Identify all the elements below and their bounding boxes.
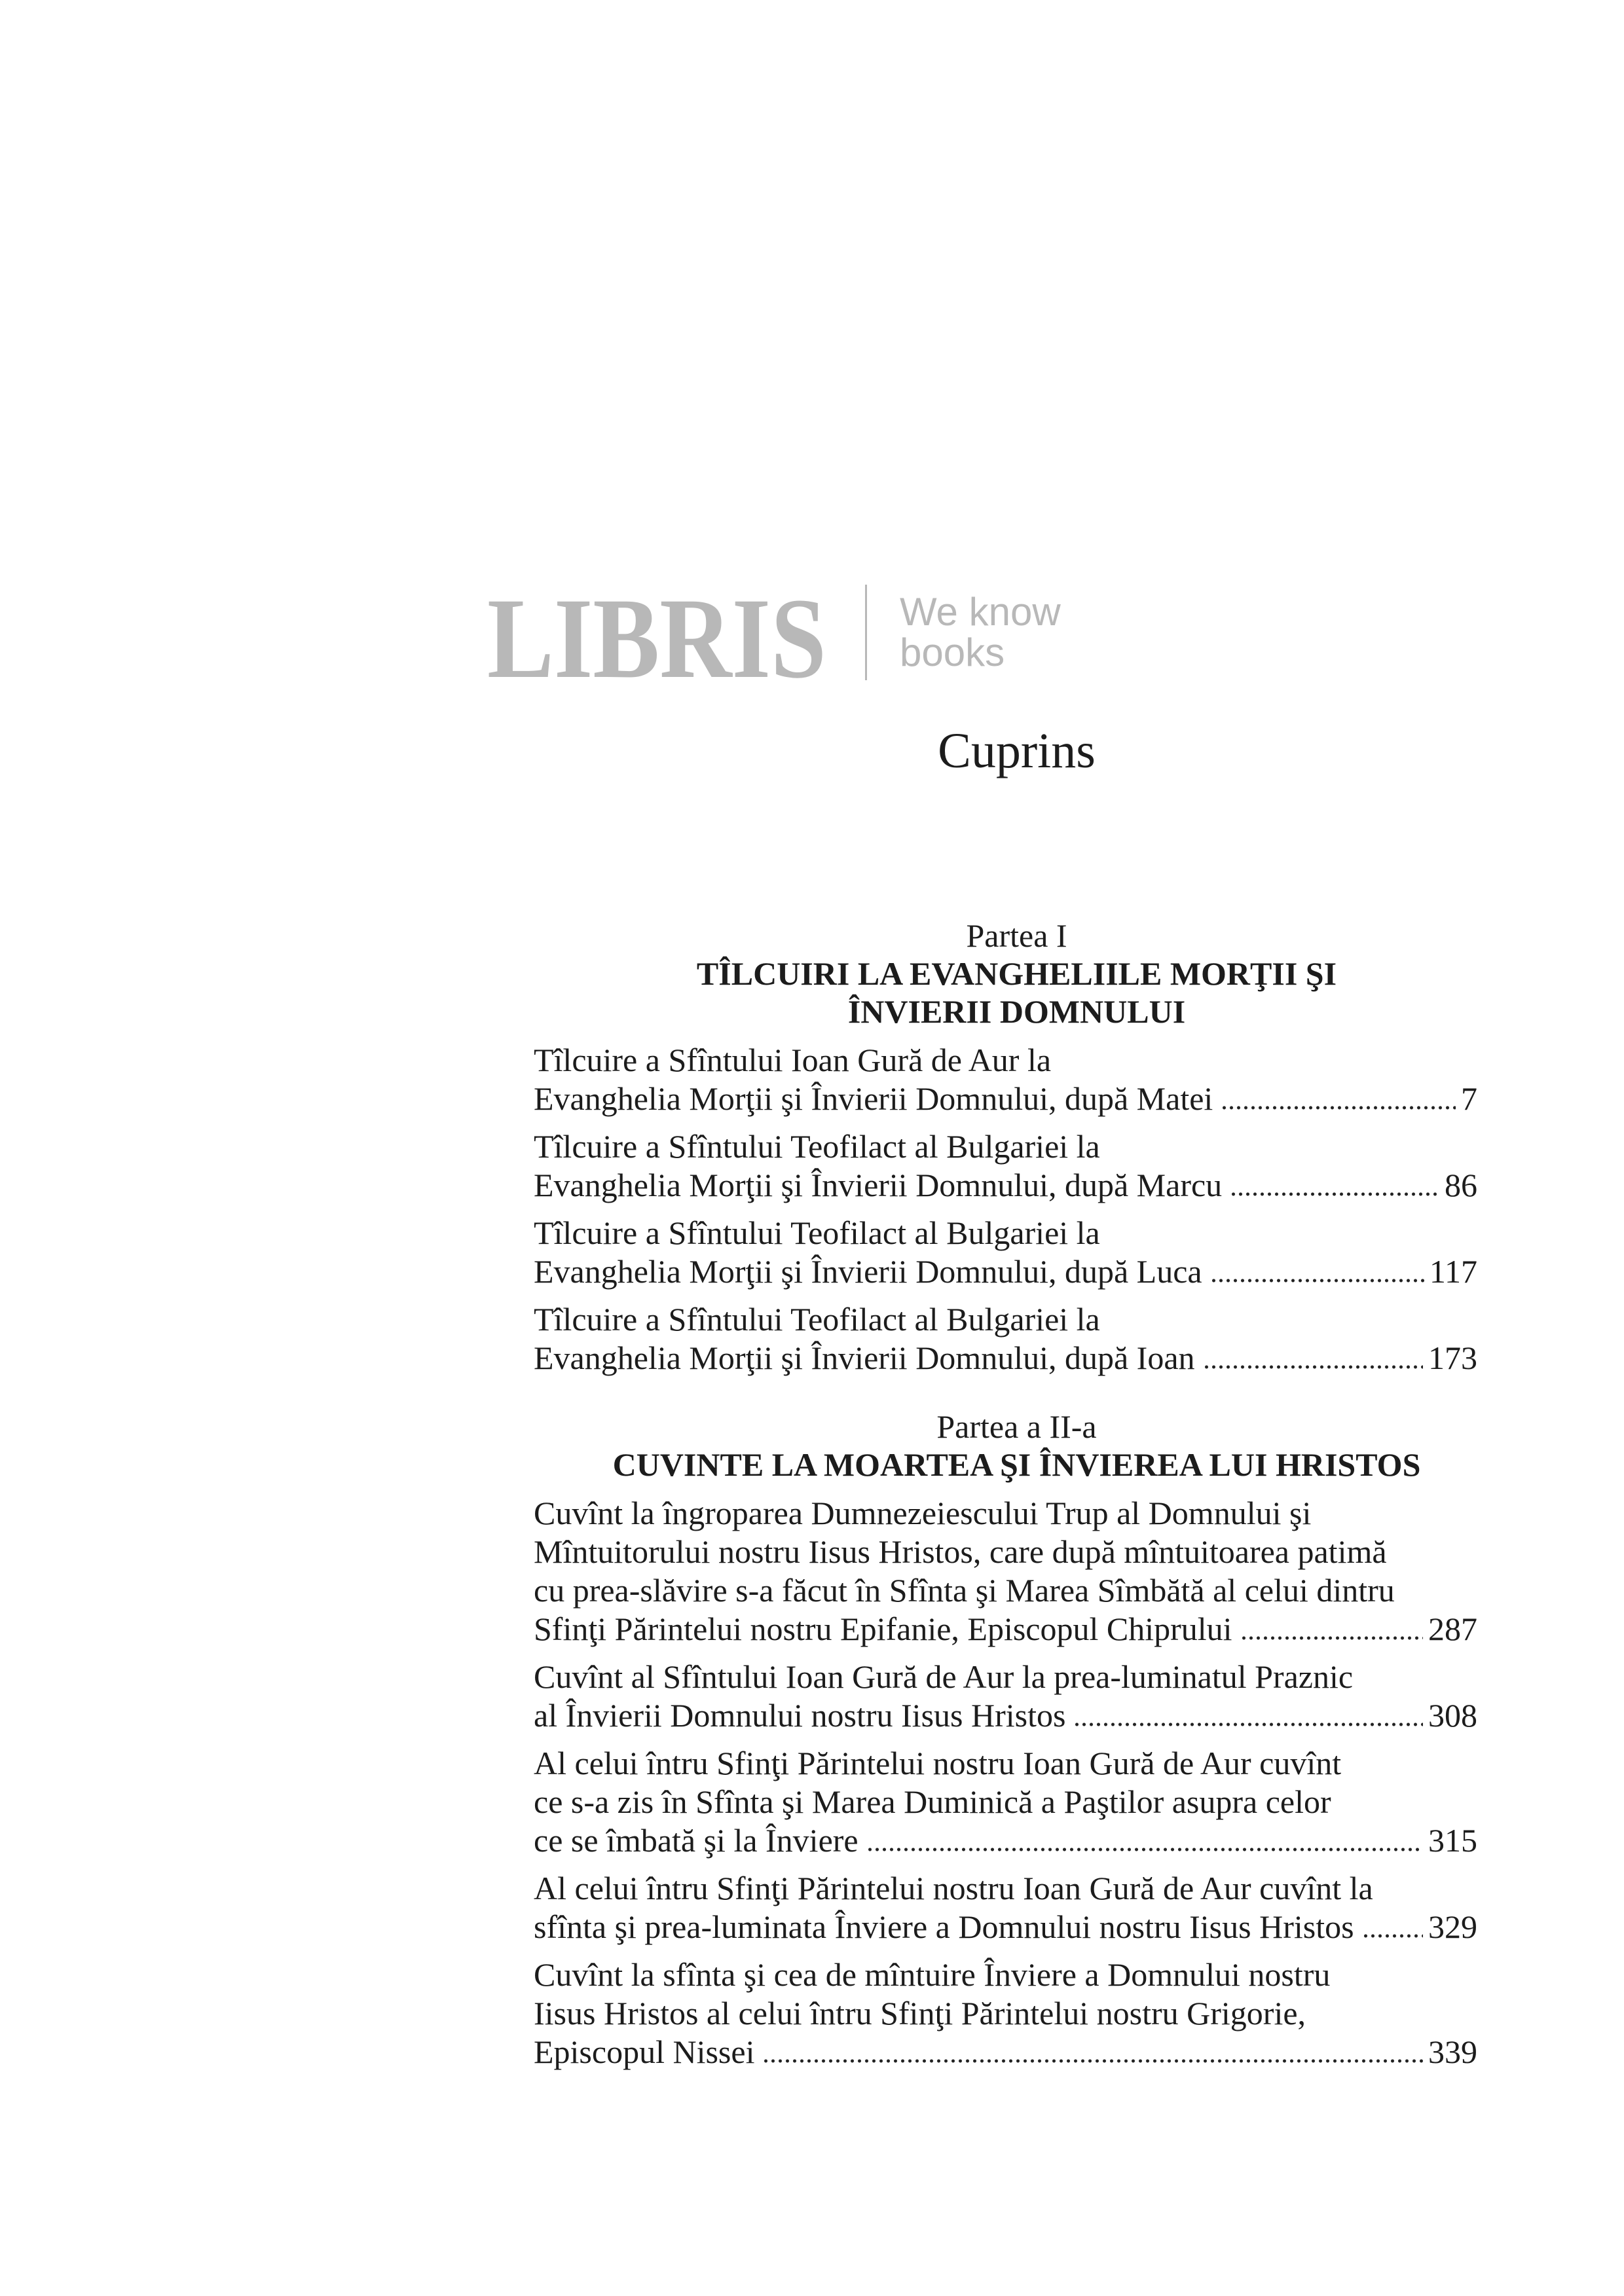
toc-entry [534, 1041, 1477, 1118]
entry-last-line [534, 1610, 1477, 1649]
entry-text-line: Evanghelia Morţii şi Învierii Domnului, după Ioan [534, 1339, 1195, 1376]
dot-leader [762, 2033, 1423, 2071]
entry-text-line: Episcopul Nissei [534, 2033, 755, 2070]
entry-last-line [534, 2033, 1477, 2071]
part-heading [534, 917, 1500, 1030]
entry-text-line: Tîlcuire a Sfîntului Teofilact al Bulgariei la [534, 1128, 1100, 1165]
entry-text-line: Tîlcuire a Sfîntului Teofilact al Bulgariei la [534, 1214, 1100, 1251]
page-number: 7 [1461, 1080, 1477, 1117]
part-title-line: TÎLCUIRI LA EVANGHELIILE MORŢII ŞI [696, 955, 1337, 992]
dot-leader [1230, 1166, 1439, 1205]
entry-text-line: Tîlcuire a Sfîntului Ioan Gură de Aur la [534, 1042, 1052, 1078]
toc-entry [534, 1869, 1477, 1946]
toc-part-1 [534, 917, 1500, 1377]
toc-entry [534, 1956, 1477, 2071]
part-label: Partea a II-a [936, 1408, 1097, 1445]
logo-wordmark: LIBRIS [487, 575, 826, 702]
dot-leader [1362, 1908, 1423, 1946]
entry-text-line: Evanghelia Morţii şi Învierii Domnului, după Marcu [534, 1167, 1223, 1203]
entry-text-line: ce s-a zis în Sfînta şi Marea Duminică a Paştilor asupra celor [534, 1783, 1331, 1820]
tagline-line: We know [900, 590, 1061, 634]
dot-leader [1073, 1696, 1423, 1735]
entry-text-line: Cuvînt al Sfîntului Ioan Gură de Aur la prea-luminatul Praznic [534, 1658, 1354, 1695]
entry-last-line [534, 1339, 1477, 1377]
page-number: 339 [1428, 2033, 1477, 2070]
part-title-line: CUVINTE LA MOARTEA ŞI ÎNVIEREA LUI HRISTOS [612, 1446, 1421, 1483]
toc-entry [534, 1127, 1477, 1205]
dot-leader [1221, 1080, 1456, 1118]
toc-entry [534, 1658, 1477, 1735]
entry-text-line: Al celui întru Sfinţi Părintelui nostru Ioan Gură de Aur cuvînt [534, 1745, 1342, 1781]
entry-text-line: ce se îmbată şi la Înviere [534, 1822, 858, 1859]
toc-entry [534, 1300, 1477, 1377]
page-number: 308 [1428, 1697, 1477, 1734]
page-number: 329 [1428, 1908, 1477, 1945]
entry-last-line [534, 1821, 1477, 1860]
entry-text-line: Tîlcuire a Sfîntului Teofilact al Bulgariei la [534, 1301, 1100, 1338]
part-label: Partea I [966, 917, 1067, 954]
entry-text-line: Iisus Hristos al celui întru Sfinţi Părintelui nostru Grigorie, [534, 1995, 1306, 2032]
dot-leader [866, 1821, 1423, 1860]
libris-logo [487, 575, 834, 702]
part-title-line: ÎNVIERII DOMNULUI [847, 993, 1186, 1030]
entry-text-line: Cuvînt la îngroparea Dumnezeiescului Trup al Domnului şi [534, 1495, 1312, 1531]
entry-last-line [534, 1166, 1477, 1205]
entry-text-line: Sfinţi Părintelui nostru Epifanie, Episcopul Chiprului [534, 1611, 1232, 1647]
page-number: 117 [1429, 1253, 1477, 1290]
entry-text-line: Cuvînt la sfînta şi cea de mîntuire Înviere a Domnului nostru [534, 1956, 1331, 1993]
dot-leader [1210, 1252, 1424, 1291]
toc-entries [534, 1041, 1477, 1377]
toc-entry [534, 1214, 1477, 1291]
entry-text-line: Mîntuitorului nostru Iisus Hristos, care după mîntuitoarea patimă [534, 1533, 1387, 1570]
dot-leader [1240, 1610, 1423, 1649]
page-number: 315 [1428, 1822, 1477, 1859]
toc-entry [534, 1744, 1477, 1860]
entry-text-line: cu prea-slăvire s-a făcut în Sfînta şi Marea Sîmbătă al celui dintru [534, 1572, 1395, 1609]
logo-divider [865, 585, 867, 680]
dot-leader [1203, 1339, 1423, 1377]
page-number: 287 [1428, 1611, 1477, 1647]
entry-text-line: sfînta şi prea-luminata Înviere a Domnului nostru Iisus Hristos [534, 1908, 1354, 1945]
entry-text-line: al Învierii Domnului nostru Iisus Hristos [534, 1697, 1066, 1734]
entry-last-line [534, 1080, 1477, 1118]
entry-text-line: Evanghelia Morţii şi Învierii Domnului, după Matei [534, 1080, 1213, 1117]
entry-text-line: Al celui întru Sfinţi Părintelui nostru Ioan Gură de Aur cuvînt la [534, 1870, 1373, 1906]
page-number: 86 [1445, 1167, 1477, 1203]
page-number: 173 [1428, 1339, 1477, 1376]
entry-last-line [534, 1908, 1477, 1946]
part-heading [534, 1408, 1500, 1484]
entry-last-line [534, 1252, 1477, 1291]
page-title: Cuprins [938, 723, 1096, 778]
entry-text-line: Evanghelia Morţii şi Învierii Domnului, după Luca [534, 1253, 1202, 1290]
logo-tagline [900, 592, 1061, 673]
tagline-line: books [900, 630, 1005, 674]
toc-part-2 [534, 1408, 1500, 2071]
entry-last-line [534, 1696, 1477, 1735]
toc-entry [534, 1494, 1477, 1649]
toc-entries [534, 1494, 1477, 2071]
